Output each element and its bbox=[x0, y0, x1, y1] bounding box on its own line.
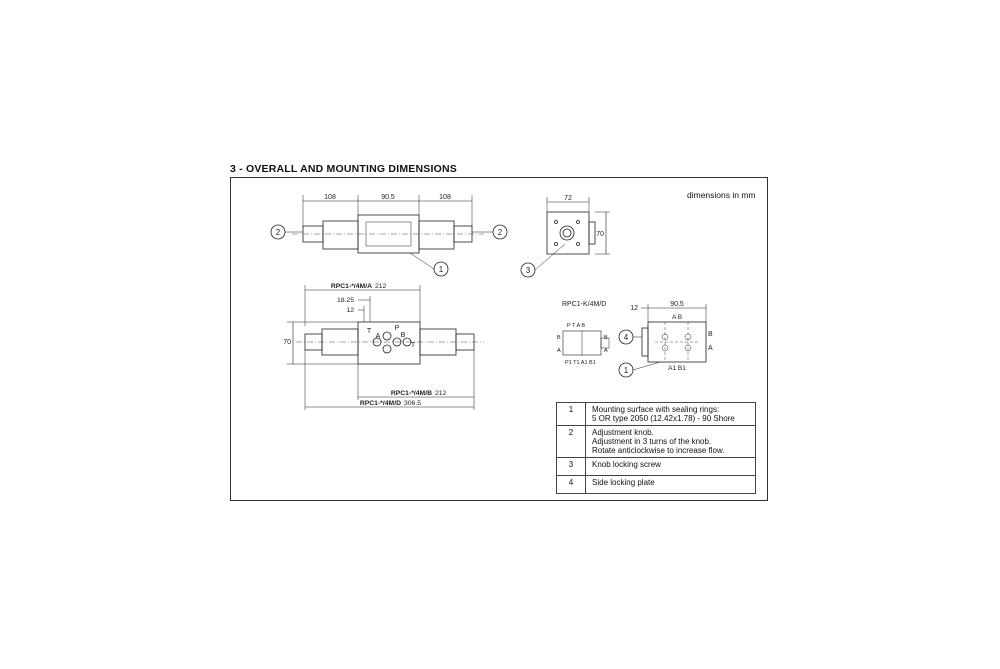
legend-row bbox=[557, 476, 756, 494]
dim-72: 72 bbox=[564, 195, 572, 202]
top-view bbox=[271, 194, 507, 276]
port-a: A bbox=[375, 333, 381, 340]
units-note: dimensions in mm bbox=[687, 190, 756, 200]
dim-108-left: 108 bbox=[324, 194, 336, 201]
legend-number: 3 bbox=[557, 458, 586, 476]
variant-dim-90-5: 90.5 bbox=[670, 301, 684, 308]
variant-top-ports: A B bbox=[671, 314, 683, 321]
front-view bbox=[283, 283, 484, 410]
legend-table bbox=[556, 402, 756, 494]
legend-line: Adjustment in 3 turns of the knob. bbox=[592, 437, 712, 446]
dim-b-value: 212 bbox=[435, 390, 447, 397]
symbol-bottom-ports: P1 T1 A1 B1 bbox=[565, 360, 596, 366]
dim-12-front: 12 bbox=[346, 307, 354, 314]
legend-row bbox=[557, 426, 756, 458]
variant-right-a: A bbox=[708, 345, 713, 352]
symbol-right-b: B bbox=[604, 335, 608, 341]
dim-108-right: 108 bbox=[439, 194, 451, 201]
legend-description bbox=[586, 458, 756, 476]
variant-title: RPC1-K/4M/D bbox=[562, 301, 607, 308]
variant-bottom-ports: A1 B1 bbox=[668, 365, 686, 372]
callout-2-right: 2 bbox=[497, 228, 503, 237]
legend-number: 2 bbox=[557, 426, 586, 458]
legend-number: 4 bbox=[557, 476, 586, 494]
dim-70-front: 70 bbox=[283, 339, 291, 346]
legend-row bbox=[557, 403, 756, 426]
legend-line: Mounting surface with sealing rings: bbox=[592, 405, 720, 414]
port-p: P bbox=[394, 325, 400, 332]
callout-3: 3 bbox=[525, 266, 531, 275]
section-title: 3 - OVERALL AND MOUNTING DIMENSIONS bbox=[230, 163, 457, 175]
legend-description bbox=[586, 403, 756, 426]
dim-d-label: RPC1-*/4M/D bbox=[359, 400, 401, 407]
symbol-top-ports: P T A B bbox=[567, 323, 586, 329]
port-t-right: T bbox=[410, 342, 416, 349]
callout-1-top: 1 bbox=[438, 265, 444, 274]
legend-description bbox=[586, 426, 756, 458]
legend-number: 1 bbox=[557, 403, 586, 426]
symbol-left-a: A bbox=[557, 348, 561, 354]
symbol-right-a: A bbox=[604, 348, 608, 354]
dim-a-value: 212 bbox=[375, 283, 387, 290]
dim-b-label: RPC1-*/4M/B bbox=[390, 390, 432, 397]
variant-view bbox=[557, 301, 713, 377]
symbol-left-b: B bbox=[557, 335, 561, 341]
dim-90-5: 90.5 bbox=[381, 194, 395, 201]
legend-line: Adjustment knob. bbox=[592, 428, 654, 437]
dim-a-label: RPC1-*/4M/A bbox=[330, 283, 372, 290]
legend-line: Knob locking screw bbox=[592, 460, 661, 469]
port-b: B bbox=[400, 332, 406, 339]
variant-dim-12: 12 bbox=[630, 305, 638, 312]
callout-1-variant: 1 bbox=[623, 366, 629, 375]
legend-description bbox=[586, 476, 756, 494]
dim-18-25: 18.25 bbox=[336, 297, 354, 304]
dim-d-value: 306.5 bbox=[404, 400, 422, 407]
legend-line: 5 OR type 2050 (12.42x1.78) - 90 Shore bbox=[592, 414, 735, 423]
dim-70-side: 70 bbox=[596, 231, 604, 238]
legend-line: Side locking plate bbox=[592, 478, 655, 487]
legend-row bbox=[557, 458, 756, 476]
legend-line: Rotate anticlockwise to increase flow. bbox=[592, 446, 725, 455]
port-t-left: T bbox=[366, 328, 372, 335]
side-view bbox=[521, 195, 610, 277]
variant-right-b: B bbox=[708, 331, 713, 338]
callout-2-left: 2 bbox=[275, 228, 281, 237]
callout-4: 4 bbox=[623, 333, 629, 342]
